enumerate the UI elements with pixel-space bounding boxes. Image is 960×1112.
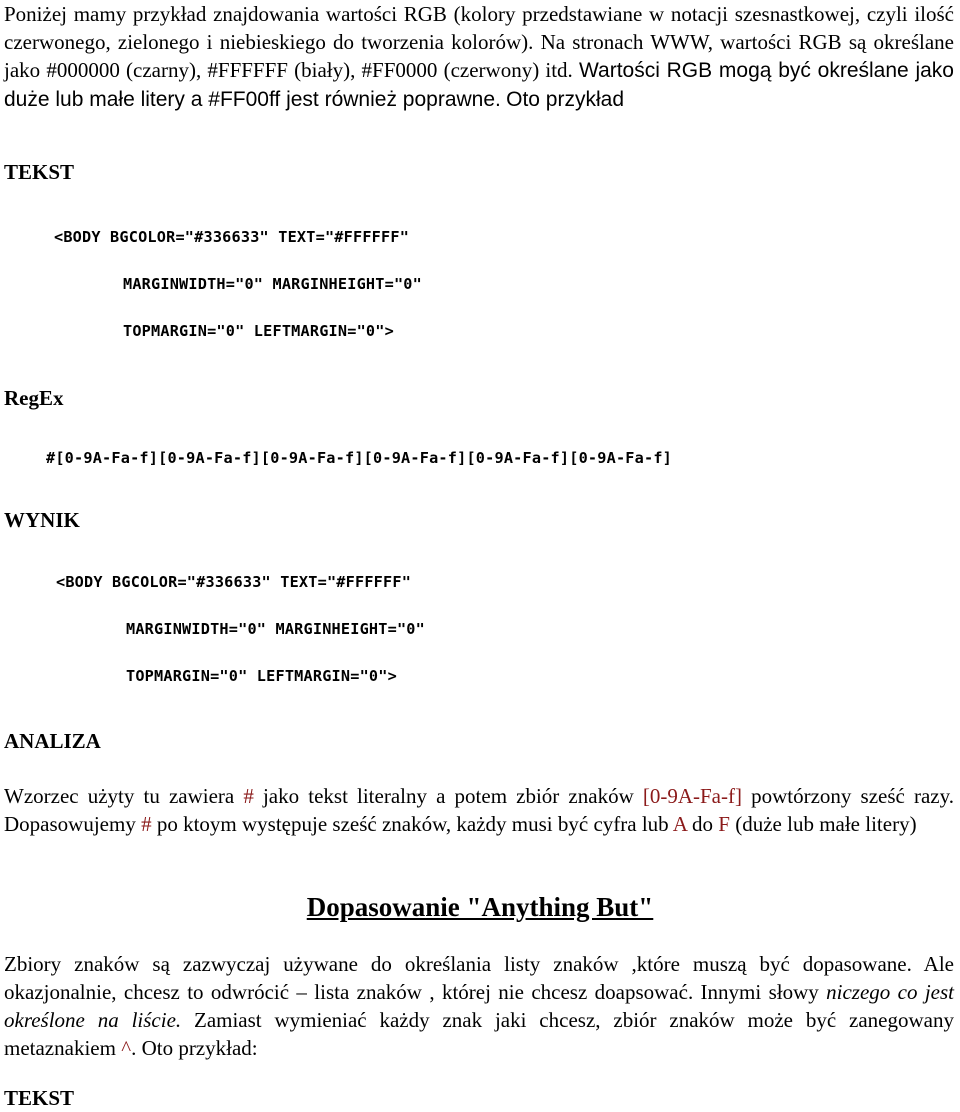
code-line: TOPMARGIN="0" LEFTMARGIN="0"> <box>126 667 397 685</box>
paragraph-text: . Oto przykład: <box>131 1036 258 1060</box>
code-line: TOPMARGIN="0" LEFTMARGIN="0"> <box>123 322 394 340</box>
code-line: MARGINWIDTH="0" MARGINHEIGHT="0" <box>123 275 422 293</box>
highlight-letter-f: F <box>718 812 730 836</box>
code-line: MARGINWIDTH="0" MARGINHEIGHT="0" <box>126 620 425 638</box>
highlight-caret: ^ <box>121 1036 132 1060</box>
section-title: Dopasowanie "Anything But" <box>306 892 654 922</box>
heading-tekst: TEKST <box>4 160 75 184</box>
code-line: <BODY BGCOLOR="#336633" TEXT="#FFFFFF" <box>56 573 412 591</box>
analysis-text: (duże lub małe litery) <box>729 812 917 836</box>
highlight-charset: [0-9A-Fa-f] <box>642 784 742 808</box>
heading-analiza: ANALIZA <box>4 729 101 753</box>
analysis-text: Wzorzec użyty tu zawiera <box>4 784 244 808</box>
intro-text-2: Wartości RGB mogą być określane jako duże lub małe litery a #FF00ff jest również poprawne. <box>4 59 954 111</box>
analysis-text: powtórzony sześć razy. Dopasowujemy <box>4 784 954 836</box>
analysis-paragraph <box>4 782 954 838</box>
paragraph-italic-text: niczego co jest określone na liście. <box>4 980 954 1032</box>
intro-paragraph <box>4 0 954 114</box>
anything-but-paragraph <box>4 950 954 1062</box>
highlight-letter-a: A <box>672 812 687 836</box>
intro-text-3: Oto przykład <box>506 88 625 111</box>
code-line: <BODY BGCOLOR="#336633" TEXT="#FFFFFF" <box>54 228 410 246</box>
paragraph-text: Zbiory znaków są zazwyczaj używane do określania listy znaków ,które muszą być dopasowane. Ale okazjonalnie, chcesz to odwrócić – lista znaków , której nie chcesz doapsować. Innymi słowy <box>4 952 954 1004</box>
regex-pattern: #[0-9A-Fa-f][0-9A-Fa-f][0-9A-Fa-f][0-9A-Fa-f][0-9A-Fa-f][0-9A-Fa-f] <box>46 449 673 467</box>
highlight-hash: # <box>243 784 254 808</box>
analysis-text: jako tekst literalny a potem zbiór znaków <box>253 784 643 808</box>
highlight-hash: # <box>141 812 152 836</box>
analysis-text: po ktoym występuje sześć znaków, każdy musi być cyfra lub <box>151 812 673 836</box>
analysis-text: do <box>686 812 719 836</box>
heading-regex: RegEx <box>4 386 64 410</box>
heading-wynik: WYNIK <box>4 508 80 532</box>
heading-tekst: TEKST <box>4 1086 75 1110</box>
paragraph-text: Zamiast wymieniać każdy znak jaki chcesz, zbiór znaków może być zanegowany metaznakiem <box>4 1008 954 1060</box>
intro-text-1: Poniżej mamy przykład znajdowania wartości RGB (kolory przedstawiane w notacji szesnastkowej, czyli ilość czerwonego, zielonego i niebieskiego do tworzenia kolorów). Na stronach WWW, wartości RGB są określane jako #000000 (czarny), #FFFFFF (biały), #FF0000 (czerwony) itd. <box>4 2 954 82</box>
